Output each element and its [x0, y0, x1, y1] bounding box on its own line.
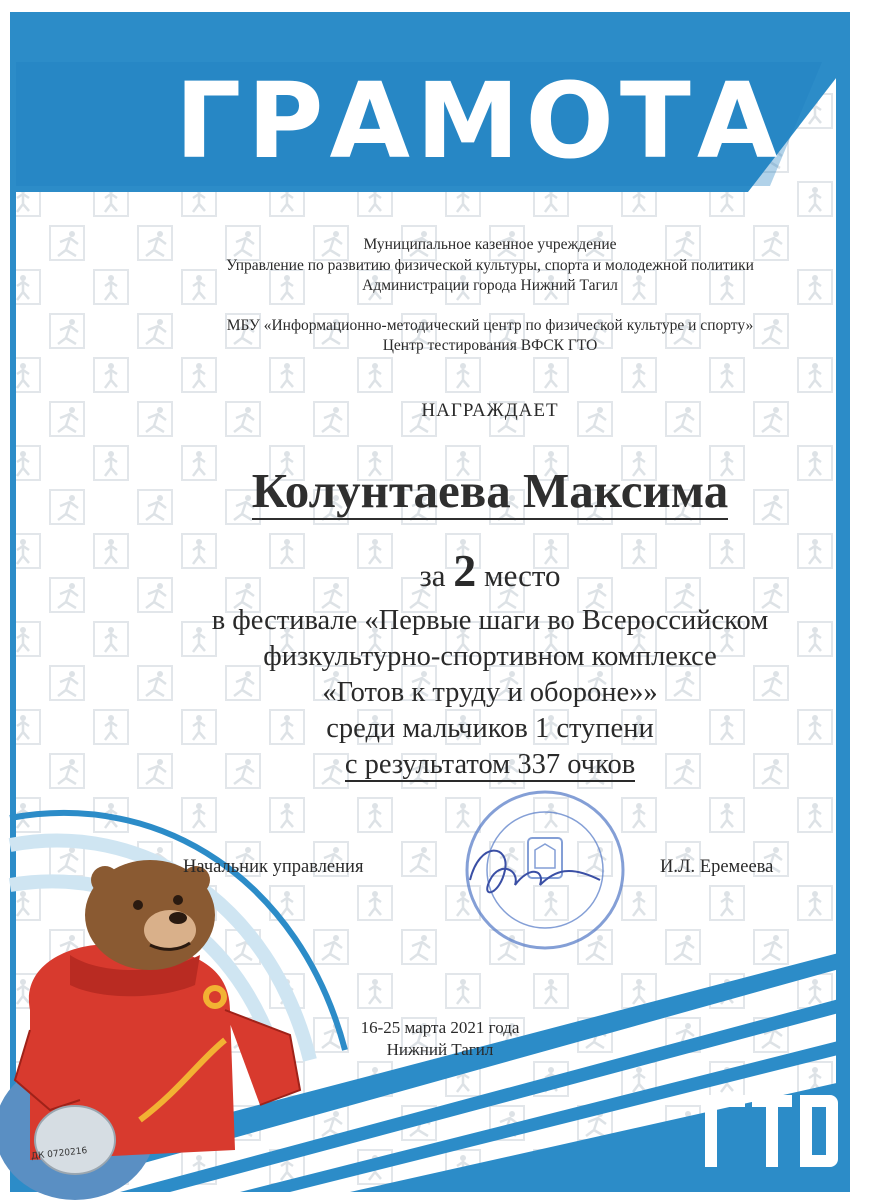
event-date: 16-25 марта 2021 года	[360, 1018, 520, 1037]
org-line-1: Муниципальное казенное учреждение	[363, 236, 617, 253]
org-line-2: Управление по развитию физической культуры, спорта и молодежной политики	[226, 257, 754, 274]
place-suffix: место	[483, 558, 561, 593]
org2-line-2: Центр тестирования ВФСК ГТО	[382, 337, 598, 354]
hologram-sticker-label: ДК 0720216	[30, 1146, 88, 1162]
recipient-name	[120, 462, 860, 519]
event-city: Нижний Тагил	[386, 1040, 494, 1059]
event-line-4: среди мальчиков 1 ступени	[326, 713, 654, 744]
org2-line-1: МБУ «Информационно-методический центр по физической культуре и спорту»	[226, 317, 754, 334]
right-border	[836, 12, 850, 1192]
org-line-3: Администрации города Нижний Тагил	[362, 277, 618, 294]
event-line-1: в фестивале «Первые шаги во Всероссийском	[211, 605, 769, 636]
place-line	[120, 544, 860, 597]
signer-name: И.Л. Еремеева	[660, 857, 774, 877]
place-number: 2	[453, 545, 477, 596]
result-text: с результатом 337 очков	[344, 749, 636, 780]
result-line	[120, 747, 860, 783]
certificate-title: ГРАМОТА	[175, 60, 784, 182]
event-line-3: «Готов к труду и обороне»»	[322, 677, 658, 708]
signer-position: Начальник управления	[183, 857, 364, 877]
recipient-name-text: Колунтаева Максима	[251, 463, 729, 518]
place-prefix: за	[419, 558, 446, 593]
award-verb: НАГРАЖДАЕТ	[421, 400, 559, 421]
event-line-2: физкультурно-спортивном комплексе	[263, 641, 717, 672]
